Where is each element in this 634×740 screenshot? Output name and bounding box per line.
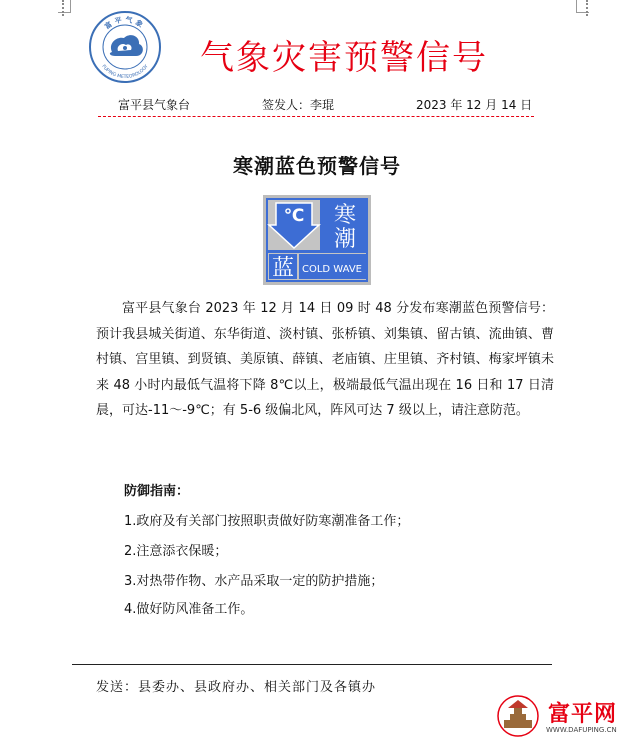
- crop-dots-right: [586, 0, 590, 16]
- issue-date: 2023 年 12 月 14 日: [416, 98, 533, 112]
- badge-english: COLD WAVE: [301, 264, 363, 275]
- watermark-site-name: 富平网: [548, 702, 618, 727]
- warning-title: 寒潮蓝色预警信号: [233, 154, 401, 178]
- meteorology-seal-icon: [88, 10, 162, 84]
- crop-dots-left: [62, 0, 66, 16]
- warning-body: 富平县气象台 2023 年 12 月 14 日 09 时 48 分发布寒潮蓝色预警信号：预计我县城关街道、东华街道、淡村镇、张桥镇、刘集镇、留古镇、流曲镇、曹村镇、宫里镇、到贤镇、美原镇、薛镇、老庙镇、庄里镇、齐村镇、梅家坪镇未来 48 小时内最低气温将下降 8℃以上，极端最低气温出现在 16 日和 17 日清晨，可达-11～-9℃；有 5-6 级偏北风，阵风可达 7 级以上，请注意防范。: [96, 301, 554, 418]
- defense-guide-heading: 防御指南：: [124, 484, 190, 499]
- badge-char-cold: 寒: [333, 203, 357, 228]
- badge-char-tide: 潮: [333, 227, 357, 252]
- footer-divider: [72, 664, 552, 665]
- watermark-url: WWW.DAFUPING.CN: [546, 726, 617, 734]
- header-divider: [98, 116, 534, 117]
- defense-guide-item: 4.做好防风准备工作。: [124, 602, 254, 617]
- distribution-list: 发送：县委办、县政府办、相关部门及各镇办: [96, 680, 377, 695]
- badge-level-char: 蓝: [271, 256, 295, 281]
- defense-guide-item: 1.政府及有关部门按照职责做好防寒潮准备工作；: [124, 514, 410, 529]
- seal-bottom-text: FUPING METEOROLOGY: [100, 64, 150, 81]
- defense-guide-item: 2.注意添衣保暖；: [124, 544, 228, 559]
- cold-wave-blue-badge: [263, 195, 371, 285]
- celsius-symbol: ℃: [283, 206, 305, 226]
- document-title: 气象灾害预警信号: [200, 38, 488, 78]
- issuing-organization: 富平县气象台: [118, 98, 191, 112]
- defense-guide-item: 3.对热带作物、水产品采取一定的防护措施；: [124, 574, 384, 589]
- seal-top-text: 富平气象: [103, 15, 147, 31]
- signer: 签发人：李琨: [262, 98, 335, 112]
